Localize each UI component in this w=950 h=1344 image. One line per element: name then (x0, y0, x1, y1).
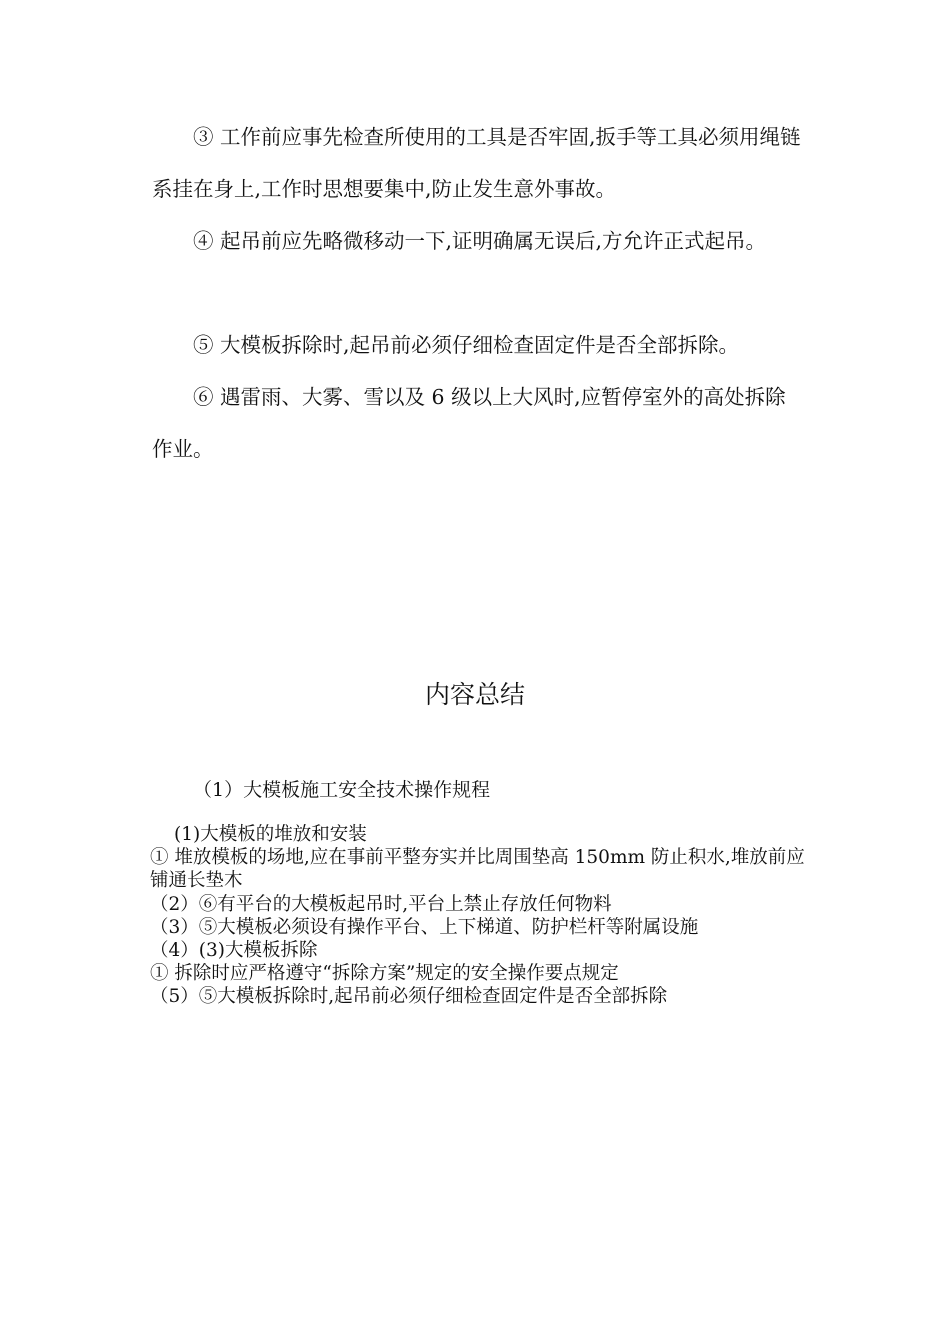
body-paragraph-3: ③ 工作前应事先检查所使用的工具是否牢固,扳手等工具必须用绳链系挂在身上,工作时思想要集中,防止发生意外事故。 (152, 125, 801, 201)
body-paragraph-5: ⑤ 大模板拆除时,起吊前必须仔细检查固定件是否全部拆除。 (193, 333, 740, 357)
summary-line: （3）⑤大模板必须设有操作平台、上下梯道、防护栏杆等附属设施 (150, 916, 699, 938)
summary-line: （4）(3)大模板拆除 (150, 940, 318, 962)
summary-title: 内容总结 (424, 680, 525, 709)
body-paragraph-4: ④ 起吊前应先略微移动一下,证明确属无误后,方允许正式起吊。 (193, 229, 767, 253)
summary-heading: （1）大模板施工安全技术操作规程 (193, 779, 491, 801)
summary-list (150, 823, 810, 1009)
summary-line: （2）⑥有平台的大模板起吊时,平台上禁止存放任何物料 (150, 893, 612, 915)
summary-line: (1)大模板的堆放和安装 (174, 824, 367, 845)
body-paragraph-6: ⑥ 遇雷雨、大雾、雪以及 6 级以上大风时,应暂停室外的高处拆除作业。 (152, 385, 786, 461)
summary-line: （5）⑤大模板拆除时,起吊前必须仔细检查固定件是否全部拆除 (150, 986, 668, 1008)
summary-line: ① 拆除时应严格遵守“拆除方案”规定的安全操作要点规定 (150, 963, 619, 985)
summary-line: ① 堆放模板的场地,应在事前平整夯实并比周围垫高 150mm 防止积水,堆放前应铺通长垫木 (150, 847, 805, 892)
